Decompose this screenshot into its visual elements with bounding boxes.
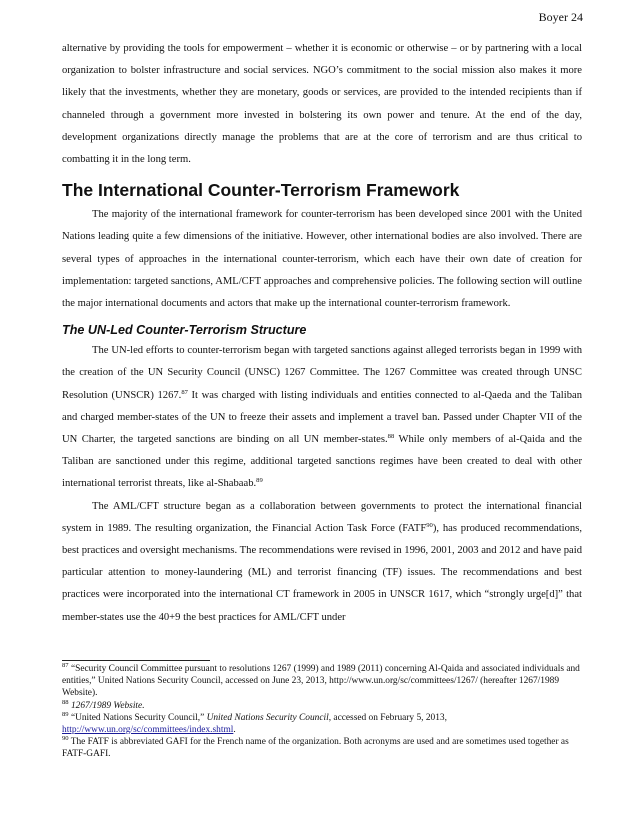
- footnote-number-89: 89: [62, 710, 69, 718]
- footnote-89-end: .: [233, 725, 236, 736]
- un-text-3: While only members of al-Qaida and the Taliban are sanctioned under this regime, additional targeted sanctions regimes have been created to deal with other international terrorist threats, like al-Shabaab.: [62, 434, 582, 490]
- footnote-88-text: 1267/1989 Website.: [68, 700, 145, 711]
- footnote-89-post: , accessed on February 5, 2013,: [328, 712, 447, 723]
- footnote-ref-87[interactable]: 87: [181, 388, 188, 396]
- footnote-number-88: 88: [62, 698, 69, 706]
- footnote-number-90: 90: [62, 735, 69, 743]
- subsection-heading-un: The UN-Led Counter-Terrorism Structure: [62, 323, 307, 338]
- framework-paragraph: The majority of the international framework for counter-terrorism has been developed since 2001 with the United Nations leading quite a few dimensions of the initiative. However, other international bodies are also involved. There are several types of approaches in the international counter-terrorism, which each have their own date of creation for implementation: targeted sanctions, AML/CFT approaches and comprehensive policies. The following section will outline the major international documents and actors that make up the international counter-terrorism framework.: [62, 209, 582, 310]
- un-text-2: It was charged with listing individuals and entities connected to al-Qaeda and the Taliban and charged member-states of the UN to freeze their assets and implement a travel ban. Passed under Chapter VII of the UN Charter, the targeted sanctions are binding on all UN member-states.: [62, 389, 582, 446]
- footnotes: [62, 663, 584, 761]
- footnote-89-italic: United Nations Security Council: [206, 712, 329, 723]
- footnote-number-87: 87: [62, 662, 69, 669]
- aml-text-1: The AML/CFT structure began as a collaboration between governments to protect the international financial system in 1989. The resulting organization, the Financial Action Task Force (FATF: [62, 500, 582, 534]
- footnote-divider: [62, 660, 210, 661]
- footnote-ref-90[interactable]: 90: [426, 521, 433, 529]
- footnote-ref-89[interactable]: 89: [256, 477, 263, 485]
- footnote-90: [62, 736, 584, 760]
- footnote-89: [62, 712, 584, 736]
- aml-text-2: ), has produced recommendations, best practices and oversight mechanisms. The recommendations were revised in 1996, 2001, 2003 and 2012 and have paid particular attention to money-laundering (ML) and terrorist financing (TF) issues. The recommendations and best practices were incorporated into the international CT framework in 2005 in UNSCR 1617, which “strongly urge[d]” that member-states use the 40+9 the best practices for AML/CFT under: [62, 522, 582, 623]
- body-text: [62, 38, 582, 629]
- section-heading-framework: The International Counter-Terrorism Framework: [62, 180, 460, 201]
- footnote-88: [62, 700, 584, 712]
- page-number: Boyer 24: [538, 10, 583, 24]
- un-paragraph: [62, 340, 582, 495]
- footnote-87-text: “Security Council Committee pursuant to resolutions 1267 (1999) and 1989 (2011) concerning Al-Qaida and associated individuals and entities,” United Nations Security Council, accessed on June 23, 2013, http://www.un.org/sc/committees/1267/ (hereafter 1267/1989 Website).: [62, 664, 580, 699]
- footnote-ref-88[interactable]: 88: [387, 433, 395, 441]
- aml-paragraph: [62, 496, 582, 629]
- footnote-90-text: The FATF is abbreviated GAFI for the French name of the organization. Both acronyms are used and are sometimes used together as FATF-GAFI.: [62, 737, 569, 760]
- intro-paragraph: alternative by providing the tools for empowerment – whether it is economic or otherwise – or by partnering with a local organization to bolster infrastructure and social services. NGO’s commitment to the social mission also makes it more likely that the investments, whether they are monetary, goods or services, are provided to the intended recipients than if channeled through a government more invested in bolstering its own power and tenure. At the end of the day, development organizations directly manage the problems that are at the core of terrorism and are thus critical to combatting it in the long term.: [62, 43, 582, 166]
- footnote-89-link[interactable]: http://www.un.org/sc/committees/index.shtml: [62, 725, 234, 736]
- un-text-1: The UN-led efforts to counter-terrorism began with targeted sanctions against alleged terrorists began in 1999 with the creation of the UN Security Council (UNSC) 1267 Committee. The 1267 Committee was created through UNSC Resolution (UNSCR) 1267.: [62, 345, 582, 401]
- footnote-89-pre: “United Nations Security Council,”: [68, 712, 207, 723]
- footnote-87: [62, 663, 584, 700]
